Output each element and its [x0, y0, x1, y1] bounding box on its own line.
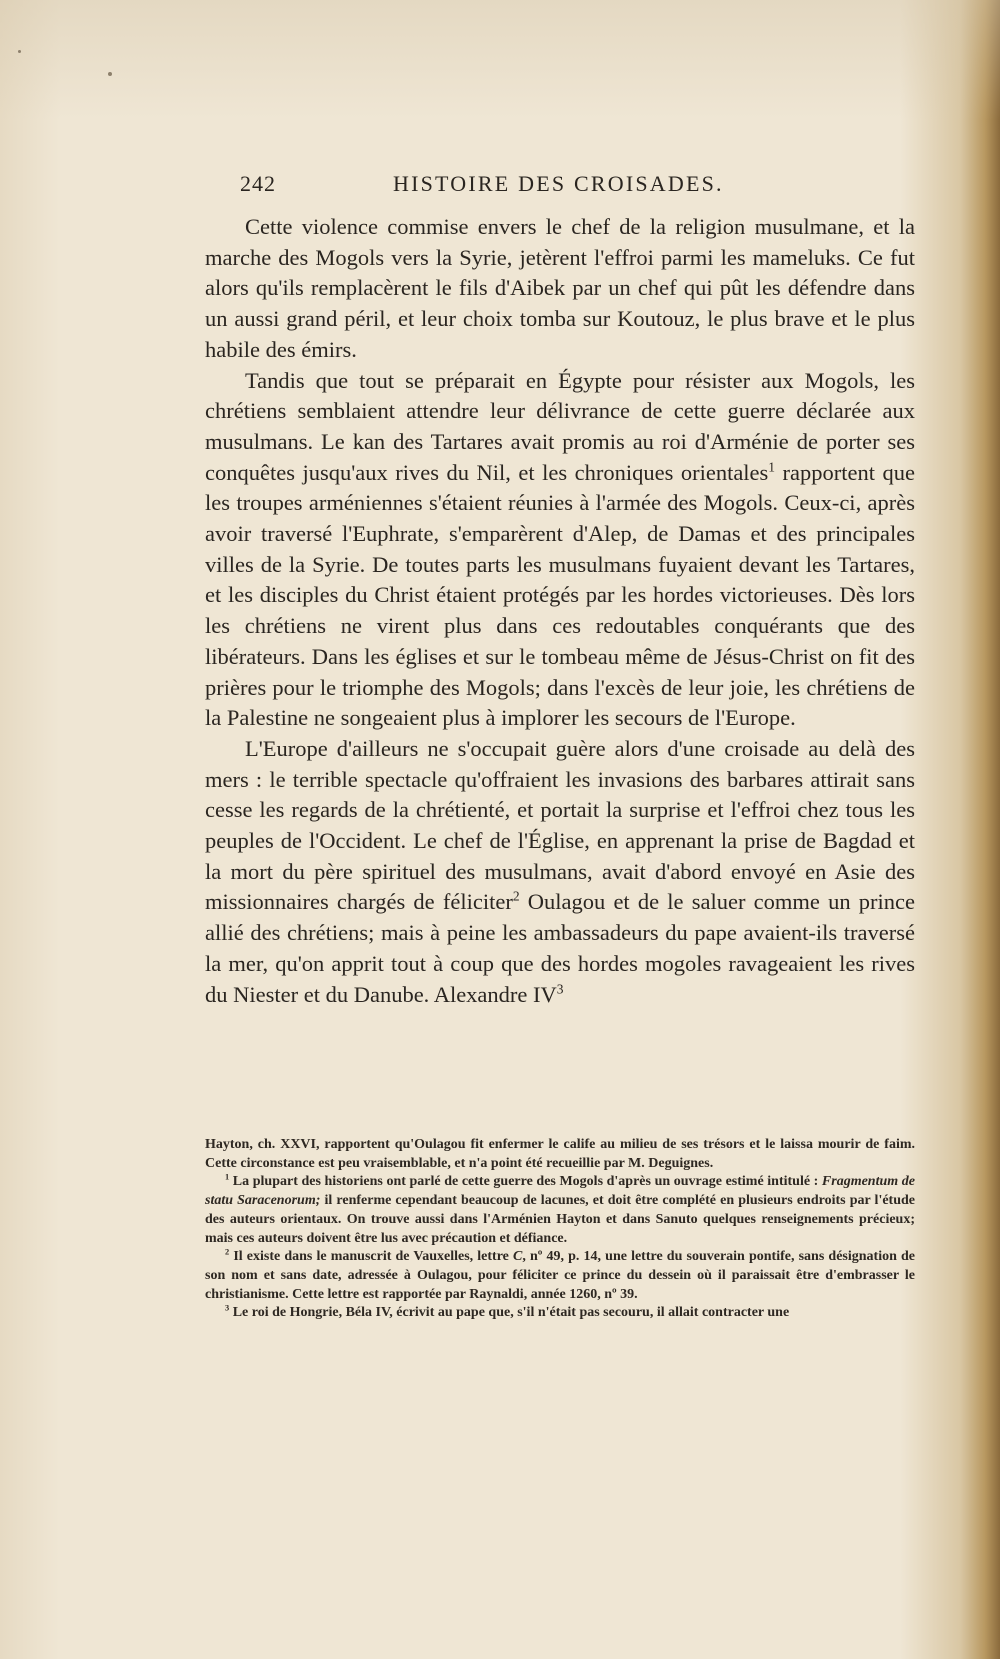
- paragraph-2-part-b: rapportent que les troupes arméniennes s'étaient réunies à l'armée des Mogols. Ceux-ci, après avoir traversé l'Euphrate, s'emparèrent d'Alep, de Damas et des principales villes de la Syrie. De toutes parts les musulmans fuyaient devant les Tartares, et les disciples du Christ étaient protégés par les hordes victorieuses. Dès lors les chrétiens ne virent plus dans ces redoutables conquérants que des libérateurs. Dans les églises et sur le tombeau même de Jésus-Christ on fit des prières pour le triomphe des Mogols; dans l'excès de leur joie, les chrétiens de la Palestine ne songeaient plus à implorer les secours de l'Europe.: [205, 459, 915, 731]
- footnote-2-text-b: , nº 49, p. 14, une lettre du souverain pontife, sans désignation de son nom et sans date, adressée à Oulagou, pour féliciter ce prince du dessein où il paraissait être d'embrasser le christianisme. Cette lettre est rapportée par Raynaldi, année 1260, nº 39.: [205, 1249, 915, 1302]
- paragraph-3-part-a: L'Europe d'ailleurs ne s'occupait guère alors d'une croisade au delà des mers : le terrible spectacle qu'offraient les invasions des barbares attirait sans cesse les regards de la chrétienté, et portait la surprise et l'effroi chez tous les peuples de l'Occident. Le chef de l'Église, en apprenant la prise de Bagdad et la mort du père spirituel des musulmans, avait d'abord envoyé en Asie des missionnaires chargés de féliciter: [205, 735, 915, 915]
- paper-speck: [18, 50, 21, 53]
- main-text: [205, 212, 915, 1010]
- footnote-2: [205, 1248, 915, 1304]
- paragraph-2: [205, 366, 915, 734]
- page-header: [240, 171, 869, 201]
- footnote-3-text: Le roi de Hongrie, Béla IV, écrivit au pape que, s'il n'était pas secouru, il allait contracter une: [229, 1305, 790, 1321]
- footnote-1-marker: 1: [225, 1172, 230, 1182]
- footnote-1: [205, 1173, 915, 1248]
- footnote-1-text-b: il renferme cependant beaucoup de lacunes, et doit être complété en plusieurs endroits par l'étude des auteurs orientaux. On trouve aussi dans l'Arménien Hayton et dans Sanuto quelques renseignements précieux; mais ces auteurs doivent être lus avec précaution et défiance.: [205, 1193, 916, 1246]
- footnote-ref-3: 3: [556, 981, 564, 997]
- footnote-2-text-a: Il existe dans le manuscrit de Vauxelles, lettre: [229, 1249, 513, 1265]
- footnote-continued: Hayton, ch. XXVI, rapportent qu'Oulagou fit enfermer le calife au milieu de ses trésors et le laissa mourir de faim. Cette circonstance est peu vraisemblable, et n'a point été recueillie par M. Deguignes.: [205, 1137, 915, 1171]
- footnote-1-text-a: La plupart des historiens ont parlé de cette guerre des Mogols d'après un ouvrage estimé intitulé :: [229, 1174, 822, 1190]
- footnote-2-letter: C: [513, 1249, 523, 1265]
- paragraph-3: [205, 734, 915, 1010]
- footnotes: [205, 1136, 915, 1323]
- footnote-1-title: Fragmentum de statu Saracenorum;: [205, 1174, 915, 1209]
- footnote-2-marker: 2: [225, 1247, 230, 1257]
- paragraph-1: Cette violence commise envers le chef de la religion musulmane, et la marche des Mogols vers la Syrie, jetèrent l'effroi parmi les mameluks. Ce fut alors qu'ils remplacèrent le fils d'Aibek par un chef qui pût les défendre dans un aussi grand péril, et leur choix tomba sur Koutouz, le plus brave et le plus habile des émirs.: [205, 214, 915, 362]
- page-number: 242: [240, 171, 276, 196]
- paper-speck: [108, 72, 112, 76]
- page-top-shade: [0, 0, 1000, 120]
- paragraph-3-part-b: Oulagou et de le saluer comme un prince allié des chrétiens; mais à peine les ambassadeurs du pape avaient-ils traversé la mer, qu'on apprit tout à coup que des hordes mogoles ravageaient les rives du Niester et du Danube. Alexandre IV: [205, 889, 915, 1007]
- footnote-3: [205, 1304, 915, 1323]
- paragraph-2-part-a: Tandis que tout se préparait en Égypte pour résister aux Mogols, les chrétiens semblaient attendre leur délivrance de cette guerre déclarée aux musulmans. Le kan des Tartares avait promis au roi d'Arménie de porter ses conquêtes jusqu'aux rives du Nil, et les chroniques orientales: [205, 367, 915, 485]
- footnote-3-marker: 3: [225, 1303, 230, 1313]
- footnote-ref-1: 1: [768, 459, 776, 475]
- footnote-ref-2: 2: [512, 888, 520, 904]
- running-title: HISTOIRE DES CROISADES.: [393, 171, 724, 196]
